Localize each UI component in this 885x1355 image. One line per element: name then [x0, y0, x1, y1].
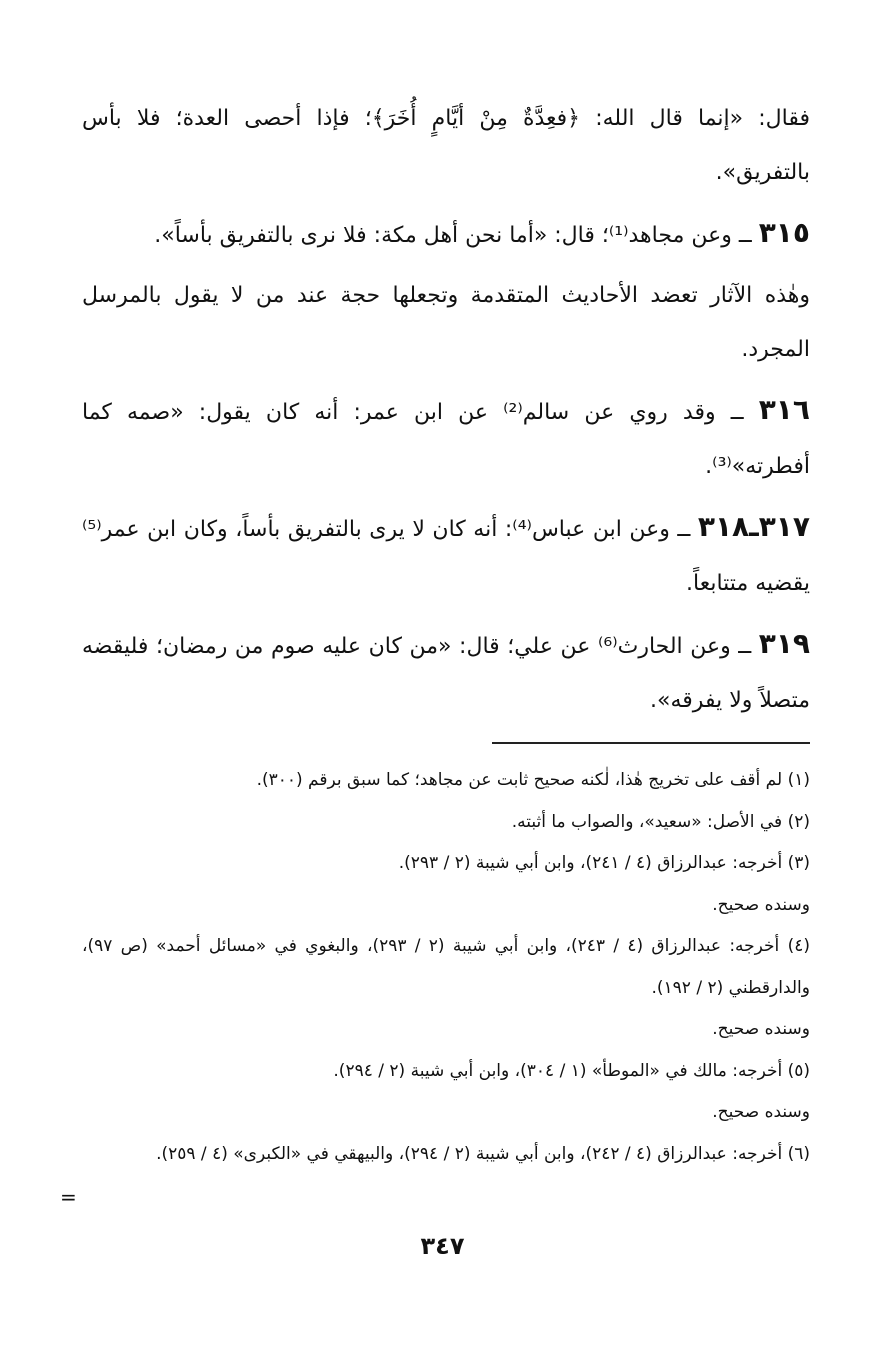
footnotes	[82, 760, 810, 1175]
footnote-3: (٣) أخرجه: عبدالرزاق (٤ / ٢٤١)، وابن أبي شيبة (٢ / ٢٩٣).	[398, 853, 810, 873]
paragraph-text: ــ وعن الحارث⁽⁶⁾ عن علي؛ قال: «من كان عليه صوم من رمضان؛ فليقضه متصلاً ولا يفرقه».	[82, 634, 810, 713]
hadith-number: ٣١٦	[758, 393, 810, 426]
paragraph-text: وهٰذه الآثار تعضد الأحاديث المتقدمة وتجعلها حجة عند من لا يقول بالمرسل المجرد.	[82, 283, 810, 362]
continuation-mark: =	[60, 1185, 77, 1209]
paragraph-commentary	[82, 269, 810, 377]
paragraph-315	[82, 206, 810, 263]
paragraph-1	[82, 92, 810, 200]
paragraph-text: ــ وعن مجاهد⁽¹⁾؛ قال: «أما نحن أهل مكة: فلا نرى بالتفريق بأساً».	[154, 223, 759, 248]
footnote-5: (٥) أخرجه: مالك في «الموطأ» (١ / ٣٠٤)، وابن أبي شيبة (٢ / ٢٩٤).	[333, 1060, 810, 1081]
footnote-2: (٢) في الأصل: «سعيد»، والصواب ما أثبته.	[511, 811, 810, 832]
paragraph-text: ــ وعن ابن عباس⁽⁴⁾: أنه كان لا يرى بالتفريق بأساً، وكان ابن عمر⁽⁵⁾ يقضيه متتابعاً.	[82, 517, 810, 596]
footnote-1: (١) لم أقف على تخريج هٰذا، لٰكنه صحيح ثابت عن مجاهد؛ كما سبق برقم (٣٠٠).	[256, 770, 810, 790]
paragraph-316	[82, 383, 810, 494]
footnote-3-grade: وسنده صحيح.	[712, 894, 810, 915]
footnote-4-grade: وسنده صحيح.	[712, 1019, 810, 1039]
paragraph-text: فقال: «إنما قال الله: ﴿فعِدَّةٌ مِنْ أيَّامٍ أُخَرَ﴾؛ فإذا أحصى العدة؛ فلا بأس بالتفريق».	[82, 106, 810, 185]
paragraph-319	[82, 617, 810, 728]
hadith-number: ٣١٩	[758, 627, 811, 660]
footnote-4: (٤) أخرجه: عبدالرزاق (٤ / ٢٤٣)، وابن أبي شيبة (٢ / ٢٩٣)، والبغوي في «مسائل أحمد» (ص ٩٧)، والدارقطني (٢ / ١٩٢).	[82, 936, 810, 998]
footnote-6: (٦) أخرجه: عبدالرزاق (٤ / ٢٤٢)، وابن أبي شيبة (٢ / ٢٩٤)، والبيهقي في «الكبرى» (٤ / ٢٥٩).	[156, 1143, 810, 1164]
paragraph-text: ــ وقد روي عن سالم⁽²⁾ عن ابن عمر: أنه كان يقول: «صمه كما أفطرته»⁽³⁾.	[82, 400, 810, 479]
hadith-number: ٣١٧ـ٣١٨	[697, 510, 810, 543]
footnote-separator	[492, 742, 810, 744]
paragraph-317-318	[82, 500, 810, 611]
hadith-number: ٣١٥	[758, 216, 810, 249]
main-text	[82, 92, 810, 730]
page-number: ٣٤٧	[420, 1232, 465, 1260]
footnote-5-grade: وسنده صحيح.	[712, 1102, 810, 1122]
